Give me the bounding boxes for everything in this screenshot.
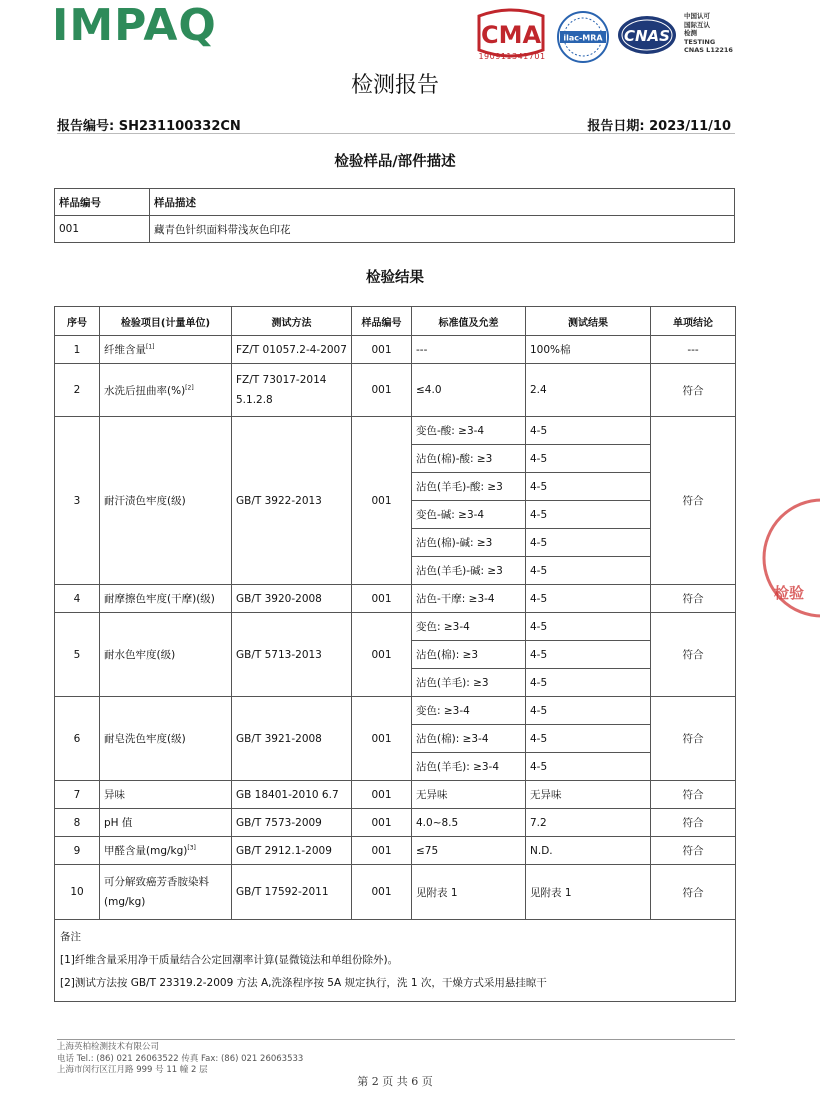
- table-row: [55, 364, 736, 417]
- result-cell: 4-5: [526, 753, 651, 781]
- result-cell: 4-5: [526, 529, 651, 557]
- cnas-accreditation-text: 中国认可 国际互认 检测 TESTING CNAS L12216: [684, 12, 733, 54]
- seq-cell: 2: [55, 364, 100, 417]
- method-cell: GB/T 5713-2013: [232, 613, 352, 697]
- report-title: 检测报告: [350, 73, 439, 98]
- conclusion-cell: 符合: [651, 809, 736, 837]
- results-header-row: [55, 307, 736, 336]
- footer: [57, 1042, 303, 1077]
- table-row: [55, 216, 735, 243]
- conclusion-cell: 符合: [651, 781, 736, 809]
- result-cell: 4-5: [526, 585, 651, 613]
- result-cell: 无异味: [526, 781, 651, 809]
- result-cell: 4-5: [526, 417, 651, 445]
- item-cell: 耐摩擦色牢度(干摩)(级): [100, 585, 232, 613]
- notes-title: 备注: [60, 931, 81, 943]
- footer-address: 上海市闵行区江月路 999 号 11 幢 2 层: [57, 1065, 208, 1075]
- sample-no-header: 样品编号: [55, 189, 150, 216]
- sample-desc-cell: 藏青色针织面料带浅灰色印花: [150, 216, 735, 243]
- result-cell: 见附表 1: [526, 865, 651, 920]
- result-cell: 2.4: [526, 364, 651, 417]
- sample-cell: 001: [352, 613, 412, 697]
- table-row: [55, 613, 736, 641]
- conclusion-cell: 符合: [651, 865, 736, 920]
- sample-cell: 001: [352, 865, 412, 920]
- standard-cell: 沾色-干摩: ≥3-4: [412, 585, 526, 613]
- sample-cell: 001: [352, 585, 412, 613]
- seq-cell: 4: [55, 585, 100, 613]
- standard-cell: 4.0~8.5: [412, 809, 526, 837]
- sample-cell: 001: [352, 364, 412, 417]
- conclusion-cell: ---: [651, 336, 736, 364]
- item-cell: 耐皂洗色牢度(级): [100, 697, 232, 781]
- result-cell: 4-5: [526, 669, 651, 697]
- col-item: 检验项目(计量单位): [100, 307, 232, 336]
- footer-divider: [57, 1039, 735, 1040]
- table-row: [55, 837, 736, 865]
- col-result: 测试结果: [526, 307, 651, 336]
- standard-cell: 无异味: [412, 781, 526, 809]
- item-cell: 耐汗渍色牢度(级): [100, 417, 232, 585]
- result-cell: 4-5: [526, 725, 651, 753]
- cma-label: CMA: [480, 21, 542, 49]
- conclusion-cell: 符合: [651, 697, 736, 781]
- table-row: [55, 417, 736, 445]
- footer-phone: 电话 Tel.: (86) 021 26063522 传真 Fax: (86) 021 26063533: [57, 1053, 304, 1064]
- table-row: [55, 336, 736, 364]
- method-cell: GB/T 3920-2008: [232, 585, 352, 613]
- sample-cell: 001: [352, 809, 412, 837]
- sample-table: [54, 188, 735, 243]
- standard-cell: 沾色(棉): ≥3: [412, 641, 526, 669]
- result-cell: N.D.: [526, 837, 651, 865]
- col-standard: 标准值及允差: [412, 307, 526, 336]
- sample-cell: 001: [352, 417, 412, 585]
- note-2: [2]测试方法按 GB/T 23319.2-2009 方法 A,洗涤程序按 5A 规定执行，洗 1 次，干燥方式采用悬挂晾干: [60, 977, 547, 989]
- table-row: [55, 809, 736, 837]
- standard-cell: 变色-酸: ≥3-4: [412, 417, 526, 445]
- item-cell: 异味: [100, 781, 232, 809]
- standard-cell: ≤75: [412, 837, 526, 865]
- sample-cell: 001: [352, 837, 412, 865]
- table-row: [55, 585, 736, 613]
- impaq-logo: IMPAQ: [52, 0, 217, 51]
- item-cell: 甲醛含量(mg/kg)[3]: [100, 837, 232, 865]
- item-cell: 纤维含量[1]: [100, 336, 232, 364]
- result-cell: 4-5: [526, 557, 651, 585]
- standard-cell: ---: [412, 336, 526, 364]
- method-cell: GB/T 17592-2011: [232, 865, 352, 920]
- sample-cell: 001: [352, 336, 412, 364]
- col-seq: 序号: [55, 307, 100, 336]
- report-number: 报告编号: SH231100332CN: [57, 119, 241, 134]
- conclusion-cell: 符合: [651, 585, 736, 613]
- result-cell: 4-5: [526, 697, 651, 725]
- note-1: [1]纤维含量采用净干质量结合公定回潮率计算(显微镜法和单组份除外)。: [60, 954, 399, 966]
- standard-cell: 沾色(棉)-酸: ≥3: [412, 445, 526, 473]
- standard-cell: 沾色(羊毛)-碱: ≥3: [412, 557, 526, 585]
- cnas-logo-icon: [617, 14, 677, 56]
- table-row: [55, 781, 736, 809]
- seq-cell: 3: [55, 417, 100, 585]
- standard-cell: 变色: ≥3-4: [412, 697, 526, 725]
- result-cell: 100%棉: [526, 336, 651, 364]
- notes-row: [55, 920, 736, 1002]
- seq-cell: 6: [55, 697, 100, 781]
- item-cell: 耐水色牢度(级): [100, 613, 232, 697]
- seq-cell: 9: [55, 837, 100, 865]
- standard-cell: 沾色(棉): ≥3-4: [412, 725, 526, 753]
- cnas-label: CNAS: [624, 27, 670, 45]
- standard-cell: 变色: ≥3-4: [412, 613, 526, 641]
- seq-cell: 1: [55, 336, 100, 364]
- header-divider: [57, 133, 735, 134]
- result-cell: 4-5: [526, 501, 651, 529]
- footer-company: 上海英柏检测技术有限公司: [57, 1042, 160, 1052]
- result-cell: 4-5: [526, 613, 651, 641]
- item-cell: pH 值: [100, 809, 232, 837]
- col-sample: 样品编号: [352, 307, 412, 336]
- conclusion-cell: 符合: [651, 417, 736, 585]
- sample-no-cell: 001: [55, 216, 150, 243]
- standard-cell: 见附表 1: [412, 865, 526, 920]
- item-cell: 可分解致癌芳香胺染料 (mg/kg): [100, 865, 232, 920]
- method-cell: FZ/T 73017-2014 5.1.2.8: [232, 364, 352, 417]
- red-seal-stamp-icon: [760, 488, 820, 628]
- conclusion-cell: 符合: [651, 837, 736, 865]
- seq-cell: 5: [55, 613, 100, 697]
- results-section-heading: 检验结果: [366, 270, 424, 286]
- seq-cell: 10: [55, 865, 100, 920]
- method-cell: GB/T 7573-2009: [232, 809, 352, 837]
- result-cell: 4-5: [526, 473, 651, 501]
- result-cell: 4-5: [526, 445, 651, 473]
- result-cell: 7.2: [526, 809, 651, 837]
- method-cell: GB/T 3921-2008: [232, 697, 352, 781]
- cma-number: 190911341701: [478, 52, 546, 61]
- seq-cell: 8: [55, 809, 100, 837]
- table-row: [55, 865, 736, 920]
- seq-cell: 7: [55, 781, 100, 809]
- col-method: 测试方法: [232, 307, 352, 336]
- table-row: [55, 697, 736, 725]
- col-conclusion: 单项结论: [651, 307, 736, 336]
- standard-cell: 沾色(棉)-碱: ≥3: [412, 529, 526, 557]
- standard-cell: ≤4.0: [412, 364, 526, 417]
- report-date: 报告日期: 2023/11/10: [587, 119, 731, 134]
- ilac-label: ilac-MRA: [563, 33, 603, 43]
- standard-cell: 变色-碱: ≥3-4: [412, 501, 526, 529]
- page-number: 第 2 页 共 6 页: [357, 1075, 433, 1088]
- conclusion-cell: 符合: [651, 364, 736, 417]
- notes-cell: [55, 920, 736, 1002]
- sample-cell: 001: [352, 781, 412, 809]
- sample-desc-header: 样品描述: [150, 189, 735, 216]
- standard-cell: 沾色(羊毛)-酸: ≥3: [412, 473, 526, 501]
- standard-cell: 沾色(羊毛): ≥3-4: [412, 753, 526, 781]
- item-cell: 水洗后扭曲率(%)[2]: [100, 364, 232, 417]
- ilac-mra-logo-icon: [556, 10, 610, 64]
- stamp-text: 检验: [774, 584, 805, 602]
- results-table: [54, 306, 736, 1002]
- sample-cell: 001: [352, 697, 412, 781]
- standard-cell: 沾色(羊毛): ≥3: [412, 669, 526, 697]
- method-cell: GB/T 2912.1-2009: [232, 837, 352, 865]
- conclusion-cell: 符合: [651, 613, 736, 697]
- method-cell: FZ/T 01057.2-4-2007: [232, 336, 352, 364]
- method-cell: GB 18401-2010 6.7: [232, 781, 352, 809]
- result-cell: 4-5: [526, 641, 651, 669]
- method-cell: GB/T 3922-2013: [232, 417, 352, 585]
- sample-section-heading: 检验样品/部件描述: [334, 154, 456, 170]
